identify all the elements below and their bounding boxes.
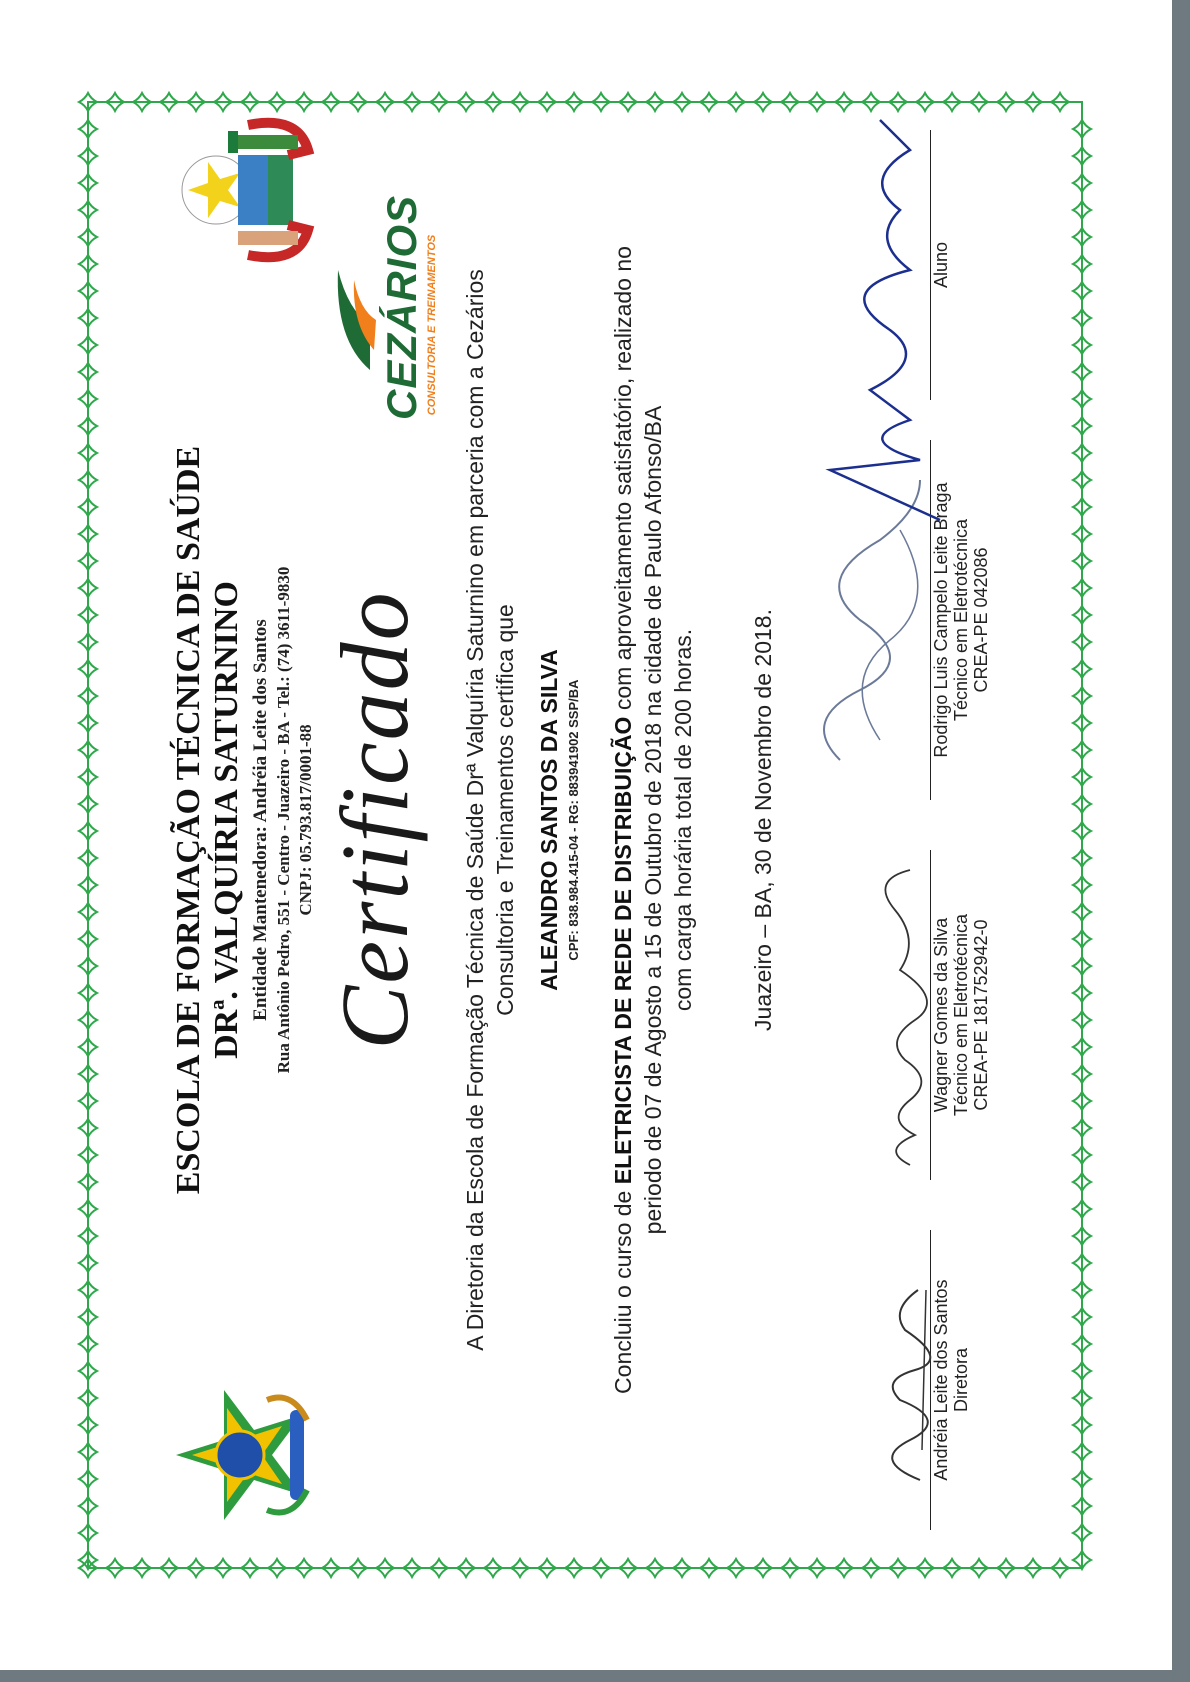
student-name: ALEANDRO SANTOS DA SILVA	[536, 649, 562, 991]
signer-registration: CREA-PE 181752942-0	[971, 919, 991, 1111]
course-line-3: com carga horária total de 200 horas.	[670, 628, 696, 1012]
place-date: Juazeiro – BA, 30 de Novembro de 2018.	[750, 609, 776, 1031]
course-prefix: Concluiu o curso de	[610, 1184, 636, 1394]
signer-role: Diretora	[951, 1347, 971, 1413]
course-line-2: periodo de 07 de Agosto a 15 de Outubro de 2018 na cidade de Paulo Afonso/BA	[640, 405, 666, 1235]
signature-scribble-wagner	[860, 860, 940, 1170]
brasil-coat-of-arms-icon	[172, 1380, 322, 1530]
school-title-line1: ESCOLA DE FORMAÇÃO TÉCNICA DE SAÚDE	[170, 445, 207, 1195]
signature-text	[931, 850, 991, 1180]
signature-block-student	[930, 130, 951, 400]
certificate-heading: Certificado	[321, 590, 428, 1050]
cezarios-tagline: CONSULTORIA E TREINAMENTOS	[426, 234, 438, 416]
certificate-content	[160, 100, 1110, 1550]
student-documents: CPF: 838.984.415-04 - RG: 88394190​2 SSP/BA	[566, 679, 581, 961]
intro-paragraph	[460, 180, 520, 1440]
signer-name: Rodrigo Luis Campelo Leite Braga	[931, 482, 951, 758]
school-title-line2: DRª. VALQUÍRIA SATURNINO	[208, 581, 245, 1059]
signer-role: Técnico em Eletrotécnica	[951, 518, 971, 722]
cezarios-name: CEZÁRIOS	[378, 194, 425, 420]
course-paragraph	[608, 150, 698, 1490]
course-name: ELETRICISTA DE REDE DE DISTRIBUIÇÃO	[610, 716, 636, 1185]
course-suffix: com aproveitamento satisfatório, realizado no	[610, 246, 636, 717]
signer-name: Aluno	[931, 241, 951, 289]
signer-registration: CREA-PE 042086	[971, 547, 991, 693]
cezarios-bird-icon	[330, 260, 380, 380]
bahia-coat-of-arms-icon	[168, 115, 318, 265]
cnpj-line: CNPJ: 05.793.817/0001-88	[296, 724, 315, 916]
signer-name: Wagner Gomes da Silva	[931, 917, 951, 1113]
signature-scribble-student	[810, 110, 950, 530]
course-line-1	[608, 150, 638, 1490]
intro-line-2: Consultoria e Treinamentos certifica que	[492, 604, 518, 1016]
signer-name: Andréia Leite dos Santos	[931, 1279, 951, 1481]
entity-line: Entidade Mantenedora: Andréia Leite dos Santos	[250, 619, 271, 1021]
signer-role: Técnico em Eletrotécnica	[951, 913, 971, 1117]
cezarios-logo	[330, 194, 440, 420]
signature-scribble-director	[860, 1270, 940, 1490]
signature-block-director	[930, 1230, 971, 1530]
intro-line-1: A Diretoria da Escola de Formação Técnica de Saúde Drª Valquíria Saturnino em parceria com a Cezários	[462, 269, 488, 1351]
address-line: Rua Antônio Pedro, 551 - Centro - Juazeiro - BA - Tel.: (74) 3611-9830	[274, 566, 293, 1074]
school-title	[170, 420, 246, 1220]
signature-block-wagner	[930, 850, 991, 1180]
